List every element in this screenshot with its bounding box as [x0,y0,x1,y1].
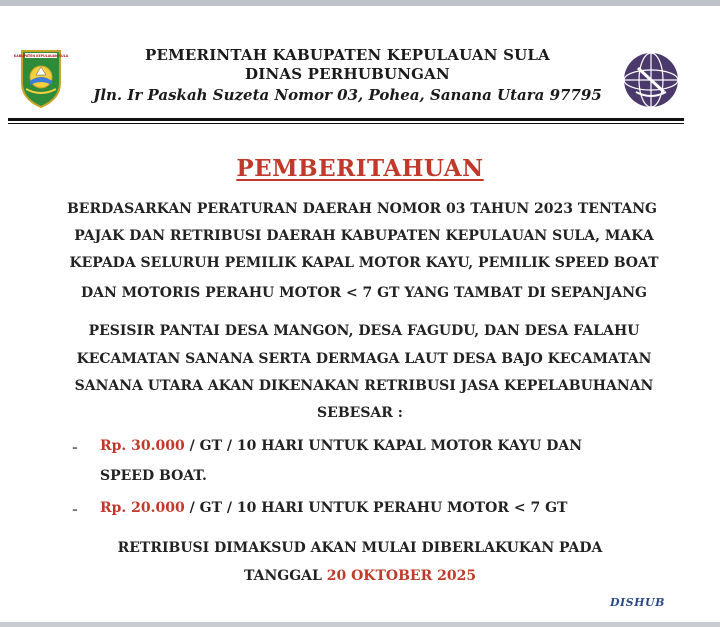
tariff-price: Rp. 20.000 [100,500,185,516]
tariff-text: / GT / 10 HARI UNTUK PERAHU MOTOR < 7 GT [184,500,568,516]
effective-date: 20 OKTOBER 2025 [326,568,477,584]
closing-prefix: TANGGAL [243,568,327,584]
letterhead [75,46,620,106]
agency-name: DINAS PERHUBUNGAN [245,65,450,83]
tariff-bullet: - [72,502,78,518]
crest-caption: KABUPATEN KEPULAUAN SULA [13,54,69,58]
transport-globe-icon [616,50,686,110]
body-line-6: KECAMATAN SANANA SERTA DERMAGA LAUT DESA BAJO KECAMATAN [76,351,652,367]
bottom-edge [0,622,720,627]
tariff-bullet: - [72,440,78,456]
government-name: PEMERINTAH KABUPATEN KEPULAUAN SULA [145,46,550,64]
letterhead-rule-thick [8,118,684,121]
body-line-4: DAN MOTORIS PERAHU MOTOR < 7 GT YANG TAMBAT DI SEPANJANG [80,285,647,301]
letterhead-rule-thin [8,123,684,124]
regency-crest-icon [13,45,69,109]
top-edge [0,0,720,6]
tariff-item-2 [100,500,567,516]
body-line-1: BERDASARKAN PERATURAN DAERAH NOMOR 03 TAHUN 2023 TENTANG [66,201,658,217]
tariff-text: / GT / 10 HARI UNTUK KAPAL MOTOR KAYU DAN [184,438,583,454]
body-line-8: SEBESAR : [317,405,403,421]
tariff-price: Rp. 30.000 [100,438,185,454]
footer-sign: DISHUB [610,596,665,609]
agency-address: Jln. Ir Paskah Suzeta Nomor 03, Pohea, Sanana Utara 97795 [93,86,602,104]
tariff-item-1-cont: SPEED BOAT. [100,468,207,484]
closing-line-2 [0,568,720,584]
notice-title: PEMBERITAHUAN [236,155,484,182]
tariff-item-1 [100,438,582,454]
body-line-2: PAJAK DAN RETRIBUSI DAERAH KABUPATEN KEPULAUAN SULA, MAKA [74,228,654,244]
body-line-3: KEPADA SELURUH PEMILIK KAPAL MOTOR KAYU, PEMILIK SPEED BOAT [69,255,659,271]
body-line-5: PESISIR PANTAI DESA MANGON, DESA FAGUDU, DAN DESA FALAHU [88,323,640,339]
body-line-7: SANANA UTARA AKAN DIKENAKAN RETRIBUSI JASA KEPELABUHANAN [74,378,654,394]
closing-line-1: RETRIBUSI DIMAKSUD AKAN MULAI DIBERLAKUKAN PADA [117,540,603,556]
